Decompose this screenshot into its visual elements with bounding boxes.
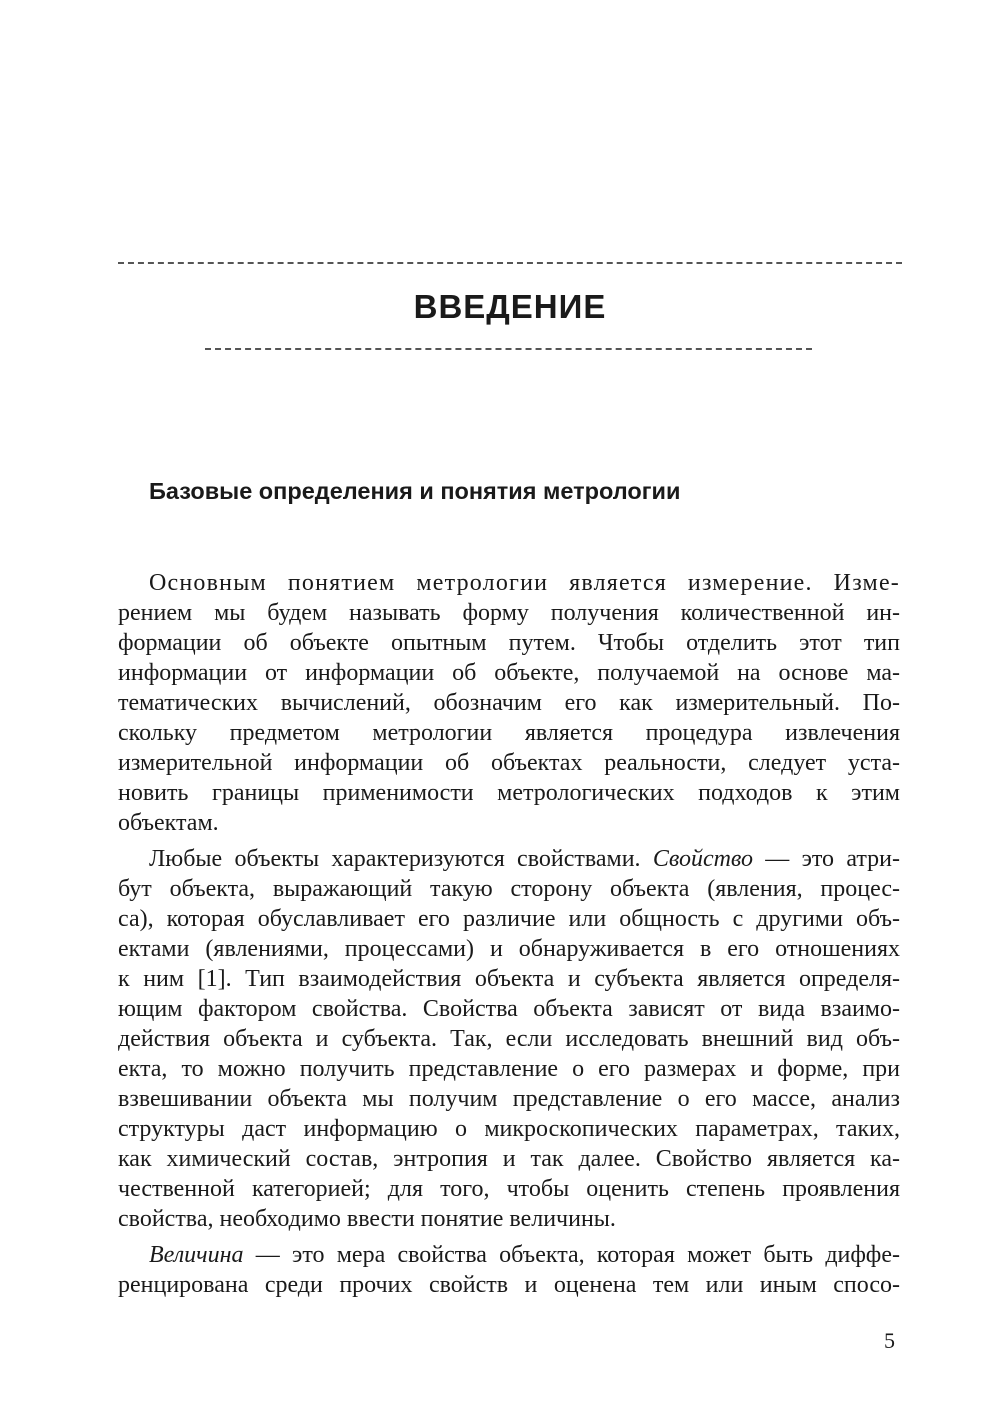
chapter-rule-top (118, 262, 902, 264)
text-line: скольку предметом метрологии является процедура извлечения (118, 720, 900, 746)
paragraph-1 (118, 568, 900, 838)
chapter-title: ВВЕДЕНИЕ (413, 288, 607, 325)
text-line: объектам. (118, 810, 219, 836)
text-line: структуры даст информацию о микроскопических параметрах, таких, (118, 1116, 900, 1142)
text-line: са), которая обуславливает его различие или общность с другими объ- (118, 906, 900, 932)
text-run: — это атри- (753, 846, 900, 872)
text-line: Основным понятием метрологии является измерение. Изме- (149, 570, 900, 596)
text-line: новить границы применимости метрологических подходов к этим (118, 780, 900, 806)
text-line: к ним [1]. Тип взаимодействия объекта и субъекта является определя- (118, 966, 900, 992)
text-line: екта, то можно получить представление о его размерах и форме, при (118, 1056, 900, 1082)
text-line (118, 1240, 900, 1270)
paragraph-2 (118, 844, 900, 1234)
text-line: бут объекта, выражающий такую сторону объекта (явления, процес- (118, 876, 900, 902)
text-line: свойства, необходимо ввести понятие величины. (118, 1206, 616, 1232)
text-line: тематических вычислений, обозначим его как измерительный. По- (118, 690, 900, 716)
paragraph-3 (118, 1240, 900, 1300)
text-line: чественной категорией; для того, чтобы оценить степень проявления (118, 1176, 900, 1202)
section-title: Базовые определения и понятия метрологии (149, 478, 681, 504)
text-line: взвешивании объекта мы получим представление о его массе, анализ (118, 1086, 900, 1112)
chapter-rule-bottom (205, 348, 812, 350)
text-line: формации об объекте опытным путем. Чтобы отделить этот тип (118, 630, 900, 656)
defined-term: Величина (149, 1242, 244, 1268)
text-line: ектами (явлениями, процессами) и обнаруживается в его отношениях (118, 936, 900, 962)
text-run: — это мера свойства объекта, которая может быть диффе- (243, 1242, 900, 1268)
text-line: информации от информации об объекте, получаемой на основе ма- (118, 660, 900, 686)
body-text (118, 568, 900, 1300)
text-line: ющим фактором свойства. Свойства объекта зависят от вида взаимо- (118, 996, 900, 1022)
defined-term: Свойство (652, 846, 754, 872)
text-run: Любые объекты характеризуются свойствами. (149, 846, 653, 872)
text-line: ренцирована среди прочих свойств и оценена тем или иным спосо- (118, 1272, 900, 1298)
text-line: как химический состав, энтропия и так далее. Свойство является ка- (118, 1146, 900, 1172)
page-number: 5 (884, 1328, 895, 1353)
text-line: действия объекта и субъекта. Так, если исследовать внешний вид объ- (118, 1026, 900, 1052)
text-line: рением мы будем называть форму получения количественной ин- (118, 600, 900, 626)
text-line (118, 844, 900, 874)
text-line: измерительной информации об объектах реальности, следует уста- (118, 750, 900, 776)
